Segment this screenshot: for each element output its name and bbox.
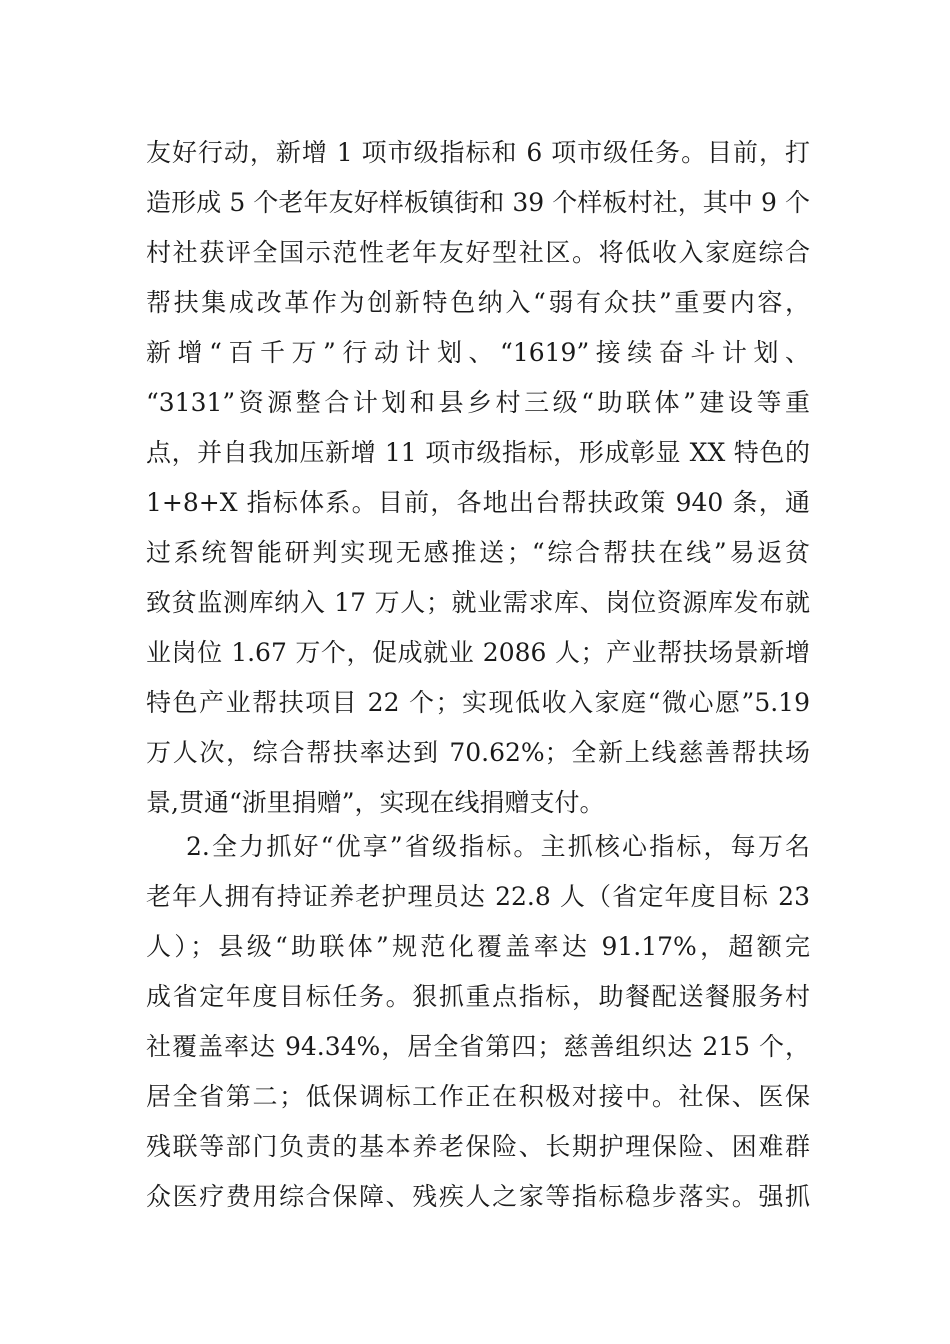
paragraph-line: 业岗位 1.67 万个，促成就业 2086 人；产业帮扶场景新增	[146, 638, 810, 667]
paragraph-line: 1+8+X 指标体系。目前，各地出台帮扶政策 940 条，通	[146, 488, 810, 517]
paragraph-line: 2.全力抓好“优享”省级指标。主抓核心指标，每万名	[186, 832, 810, 861]
paragraph-line: 帮扶集成改革作为创新特色纳入“弱有众扶”重要内容，	[146, 288, 810, 317]
paragraph-line: 众医疗费用综合保障、残疾人之家等指标稳步落实。强抓	[146, 1182, 810, 1211]
paragraph-2	[146, 822, 810, 1222]
paragraph-line: 残联等部门负责的基本养老保险、长期护理保险、困难群	[146, 1132, 810, 1161]
paragraph-line: “3131”资源整合计划和县乡村三级“助联体”建设等重	[146, 388, 810, 417]
paragraph-line: 老年人拥有持证养老护理员达 22.8 人（省定年度目标 23	[146, 882, 810, 911]
paragraph-line: 过系统智能研判实现无感推送；“综合帮扶在线”易返贫	[146, 538, 810, 567]
paragraph-line: 万人次，综合帮扶率达到 70.62%；全新上线慈善帮扶场	[146, 738, 810, 767]
paragraph-line: 友好行动，新增 1 项市级指标和 6 项市级任务。目前，打	[146, 138, 810, 167]
paragraph-line: 致贫监测库纳入 17 万人；就业需求库、岗位资源库发布就	[146, 588, 810, 617]
paragraph-line: 景,贯通“浙里捐赠”，实现在线捐赠支付。	[146, 788, 605, 817]
paragraph-line: 居全省第二；低保调标工作正在积极对接中。社保、医保	[146, 1082, 810, 1111]
paragraph-line: 人）；县级“助联体”规范化覆盖率达 91.17%，超额完	[146, 932, 810, 961]
paragraph-line: 社覆盖率达 94.34%，居全省第四；慈善组织达 215 个，	[146, 1032, 810, 1061]
paragraph-line: 新增“百千万”行动计划、“1619”接续奋斗计划、	[146, 338, 810, 367]
paragraph-line: 村社获评全国示范性老年友好型社区。将低收入家庭综合	[146, 238, 810, 267]
paragraph-1	[146, 128, 810, 828]
paragraph-line: 特色产业帮扶项目 22 个；实现低收入家庭“微心愿”5.19	[146, 688, 810, 717]
paragraph-line: 点，并自我加压新增 11 项市级指标，形成彰显 XX 特色的	[146, 438, 810, 467]
paragraph-line: 成省定年度目标任务。狠抓重点指标，助餐配送餐服务村	[146, 982, 810, 1011]
paragraph-line: 造形成 5 个老年友好样板镇街和 39 个样板村社，其中 9 个	[146, 188, 810, 217]
